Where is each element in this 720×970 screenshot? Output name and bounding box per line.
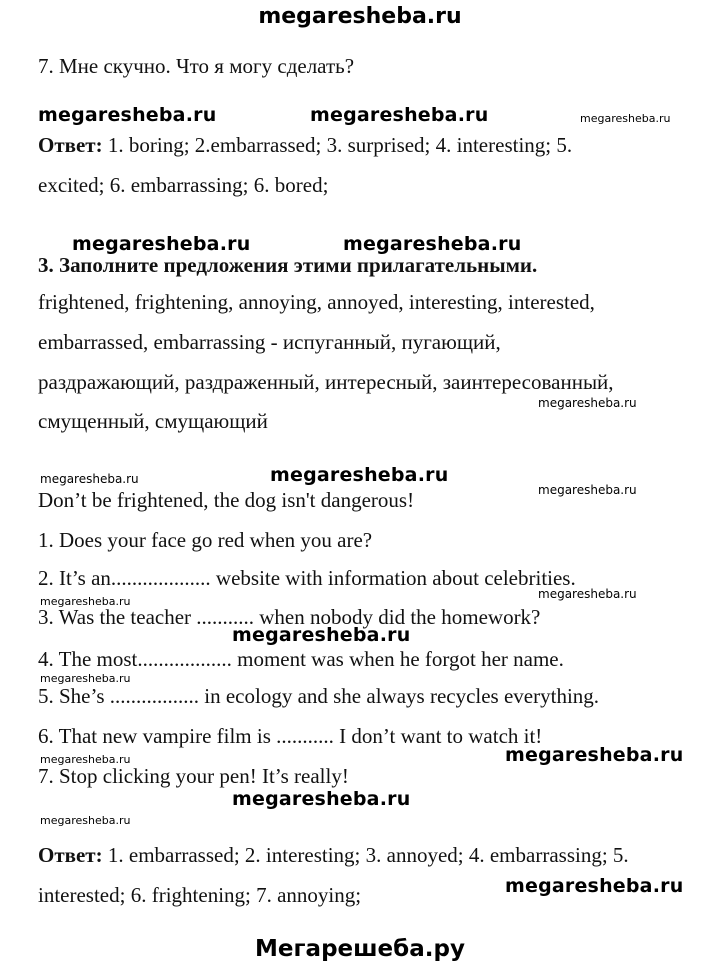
example-sentence: Don’t be frightened, the dog isn't dangerous! xyxy=(38,488,415,512)
site-header: megaresheba.ru xyxy=(258,4,462,29)
watermark: megaresheba.ru xyxy=(505,875,684,897)
watermark: megaresheba.ru xyxy=(40,672,131,685)
watermark: megaresheba.ru xyxy=(538,396,637,410)
exercise-item-6: 6. That new vampire film is ........... I don’t want to watch it! xyxy=(38,724,543,748)
exercise-item-1: 1. Does your face go red when you are? xyxy=(38,528,373,552)
watermark: megaresheba.ru xyxy=(40,595,131,608)
watermark: megaresheba.ru xyxy=(580,112,671,125)
exercise-item-5: 5. She’s ................. in ecology and she always recycles everything. xyxy=(38,684,600,708)
watermark: megaresheba.ru xyxy=(40,472,139,486)
watermark: megaresheba.ru xyxy=(232,788,411,810)
answer-line-2: interested; 6. frightening; 7. annoying; xyxy=(38,883,362,907)
word-list-line-2: embarrassed, embarrassing - испуганный, пугающий, xyxy=(38,330,501,354)
watermark: megaresheba.ru xyxy=(40,753,131,766)
watermark: megaresheba.ru xyxy=(310,104,489,126)
task-3-title: 3. Заполните предложения этими прилагательными. xyxy=(38,253,538,277)
watermark: megaresheba.ru xyxy=(343,233,522,255)
answer-prev-line-2: excited; 6. embarrassing; 6. bored; xyxy=(38,173,329,197)
answer-text: 1. boring; 2.embarrassed; 3. surprised; 4. interesting; 5. xyxy=(102,133,573,157)
exercise-item-7: 7. Stop clicking your pen! It’s really! xyxy=(38,764,349,788)
watermark: megaresheba.ru xyxy=(505,744,684,766)
exercise-item-2: 2. It’s an................... website with information about celebrities. xyxy=(38,566,576,590)
word-list-line-1: frightened, frightening, annoying, annoyed, interesting, interested, xyxy=(38,290,595,314)
word-list-line-3: раздражающий, раздраженный, интересный, заинтересованный, xyxy=(38,370,614,394)
answer-label: Ответ: xyxy=(38,133,103,157)
watermark: megaresheba.ru xyxy=(538,483,637,497)
answer-label: Ответ: xyxy=(38,843,103,867)
answer-prev-line-1 xyxy=(38,133,572,158)
site-footer: Мегарешеба.ру xyxy=(255,936,465,962)
watermark: megaresheba.ru xyxy=(72,233,251,255)
exercise-item-4: 4. The most.................. moment was when he forgot her name. xyxy=(38,647,564,671)
exercise-item-3: 3. Was the teacher ........... when nobody did the homework? xyxy=(38,605,541,629)
watermark: megaresheba.ru xyxy=(538,587,637,601)
watermark: megaresheba.ru xyxy=(270,464,449,486)
answer-text: 1. embarrassed; 2. interesting; 3. annoyed; 4. embarrassing; 5. xyxy=(102,843,629,867)
watermark: megaresheba.ru xyxy=(40,814,131,827)
word-list-line-4: смущенный, смущающий xyxy=(38,409,268,433)
watermark: megaresheba.ru xyxy=(38,104,217,126)
question-7-line: 7. Мне скучно. Что я могу сделать? xyxy=(38,54,355,78)
watermark: megaresheba.ru xyxy=(232,624,411,646)
answer-line-1 xyxy=(38,843,629,868)
